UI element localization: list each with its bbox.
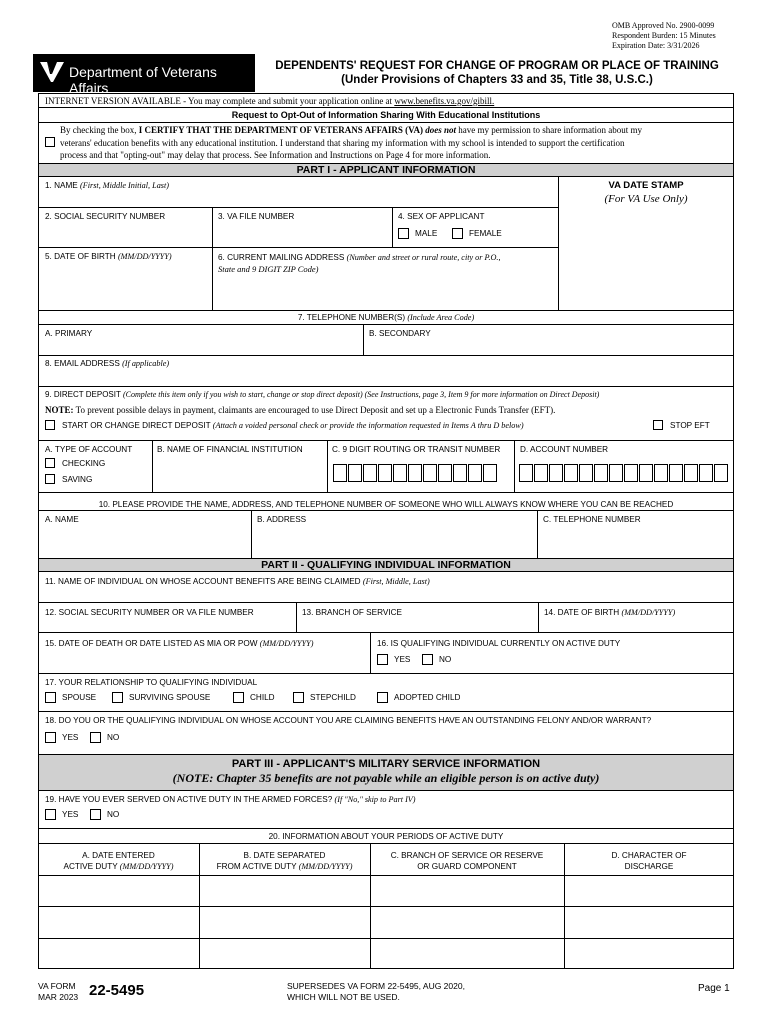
- stepchild-checkbox[interactable]: [293, 692, 304, 703]
- divider: [38, 107, 734, 108]
- divider: [38, 355, 734, 356]
- va-logo-banner: [33, 54, 255, 96]
- no-label: NO: [107, 810, 120, 819]
- digit-box[interactable]: [684, 464, 698, 482]
- felony-no-checkbox[interactable]: [90, 732, 101, 743]
- item16-label: 16. IS QUALIFYING INDIVIDUAL CURRENTLY ON ACTIVE DUTY: [377, 639, 621, 648]
- digit-box[interactable]: [483, 464, 497, 482]
- digit-box[interactable]: [333, 464, 347, 482]
- divider: [38, 176, 734, 177]
- footer-form: VA FORM MAR 2023: [38, 981, 79, 1002]
- active-duty-yes-checkbox[interactable]: [377, 654, 388, 665]
- divider: [327, 440, 328, 492]
- divider: [514, 440, 515, 492]
- divider: [38, 875, 734, 876]
- item10-address-label: B. ADDRESS: [257, 515, 307, 524]
- divider: [199, 843, 200, 969]
- form-title-line2: (Under Provisions of Chapters 33 and 35, Title 38, U.S.C.): [341, 74, 653, 86]
- child-checkbox[interactable]: [233, 692, 244, 703]
- divider: [370, 843, 371, 969]
- felony-yes-checkbox[interactable]: [45, 732, 56, 743]
- item6-label: 6. CURRENT MAILING ADDRESS (Number and street or rural route, city or P.O.,: [218, 253, 501, 262]
- routing-number-label: C. 9 DIGIT ROUTING OR TRANSIT NUMBER: [332, 445, 501, 454]
- divider: [38, 440, 734, 441]
- optout-checkbox[interactable]: [45, 137, 55, 147]
- adopted-child-checkbox[interactable]: [377, 692, 388, 703]
- item5-label: 5. DATE OF BIRTH (MM/DD/YYYY): [45, 252, 172, 261]
- item6-label-cont: State and 9 DIGIT ZIP Code): [218, 264, 319, 274]
- digit-box[interactable]: [549, 464, 563, 482]
- item14-label: 14. DATE OF BIRTH (MM/DD/YYYY): [544, 608, 676, 617]
- page-number: Page 1: [698, 983, 730, 994]
- name-input[interactable]: [40, 190, 556, 206]
- female-checkbox[interactable]: [452, 228, 463, 239]
- digit-box[interactable]: [699, 464, 713, 482]
- digit-box[interactable]: [348, 464, 362, 482]
- stop-eft-label: STOP EFT: [670, 421, 710, 430]
- divider: [38, 247, 558, 248]
- primary-phone-label: A. PRIMARY: [45, 329, 93, 338]
- divider: [296, 602, 297, 632]
- item10-phone-label: C. TELEPHONE NUMBER: [543, 515, 641, 524]
- digit-box[interactable]: [654, 464, 668, 482]
- expiration-date: Expiration Date: 3/31/2026: [612, 41, 700, 50]
- digit-box[interactable]: [408, 464, 422, 482]
- child-label: CHILD: [250, 693, 275, 702]
- frame-left: [38, 93, 39, 969]
- col-c-header: C. BRANCH OF SERVICE OR RESERVE OR GUARD COMPONENT: [390, 851, 544, 871]
- item18-label: 18. DO YOU OR THE QUALIFYING INDIVIDUAL ON WHOSE ACCOUNT YOU ARE CLAIMING BENEFITS HAVE AN OUTSTANDING FELONY AND/OR WARRANT?: [45, 716, 652, 725]
- table-row: [38, 938, 734, 939]
- surviving-spouse-checkbox[interactable]: [112, 692, 123, 703]
- divider: [370, 632, 371, 673]
- item13-label: 13. BRANCH OF SERVICE: [302, 608, 402, 617]
- note-eft: NOTE: To prevent possible delays in payment, claimants are encouraged to use Direct Deposit and set up a Electronic Funds Transfer (EFT).: [45, 405, 556, 415]
- gibill-link[interactable]: www.benefits.va.gov/gibill.: [394, 96, 495, 106]
- va-seal-icon: [39, 60, 65, 84]
- va-use-only: (For VA Use Only): [604, 193, 688, 205]
- internet-text: INTERNET VERSION AVAILABLE - You may complete and submit your application online at: [45, 96, 395, 106]
- stop-eft-checkbox[interactable]: [653, 420, 663, 430]
- digit-box[interactable]: [609, 464, 623, 482]
- stepchild-label: STEPCHILD: [310, 693, 356, 702]
- optout-does-not: does not: [423, 125, 457, 135]
- agency-name: Department of Veterans Affairs: [69, 64, 217, 96]
- saving-checkbox[interactable]: [45, 474, 55, 484]
- internet-notice: [45, 96, 494, 106]
- checking-label: CHECKING: [62, 459, 106, 468]
- col-d-header: D. CHARACTER OF DISCHARGE: [611, 851, 687, 871]
- male-label: MALE: [415, 229, 438, 238]
- female-label: FEMALE: [469, 229, 502, 238]
- item12-label: 12. SOCIAL SECURITY NUMBER OR VA FILE NUMBER: [45, 608, 254, 617]
- financial-institution-label: B. NAME OF FINANCIAL INSTITUTION: [157, 445, 303, 454]
- yes-label: YES: [394, 655, 411, 664]
- frame-bottom: [38, 968, 734, 969]
- item17-label: 17. YOUR RELATIONSHIP TO QUALIFYING INDIVIDUAL: [45, 678, 258, 687]
- divider: [564, 843, 565, 969]
- divider: [538, 602, 539, 632]
- account-number-label: D. ACCOUNT NUMBER: [520, 445, 609, 454]
- divider: [38, 324, 734, 325]
- digit-box[interactable]: [714, 464, 728, 482]
- digit-box[interactable]: [438, 464, 452, 482]
- saving-label: SAVING: [62, 475, 93, 484]
- spouse-checkbox[interactable]: [45, 692, 56, 703]
- digit-box[interactable]: [669, 464, 683, 482]
- divider: [38, 673, 734, 674]
- surviving-spouse-label: SURVIVING SPOUSE: [129, 693, 211, 702]
- footer-supersedes: SUPERSEDES VA FORM 22-5495, AUG 2020, WHICH WILL NOT BE USED.: [287, 981, 465, 1002]
- optout-line2: veterans' education benefits with any educational institution. I understand that sharing my information with my school is intended to support the certification: [60, 138, 625, 148]
- item7-label: 7. TELEPHONE NUMBER(S) (Include Area Code): [297, 313, 475, 322]
- divider: [212, 207, 213, 310]
- optout-line3: process and that "opting-out" may delay that process. See Information and Instructions on Page 4 for more information.: [60, 150, 491, 160]
- item4-label: 4. SEX OF APPLICANT: [398, 212, 485, 221]
- optout-text: By checking the box,: [60, 125, 139, 135]
- digit-box[interactable]: [468, 464, 482, 482]
- divider: [38, 571, 734, 572]
- item15-label: 15. DATE OF DEATH OR DATE LISTED AS MIA OR POW (MM/DD/YYYY): [45, 639, 314, 648]
- digit-box[interactable]: [363, 464, 377, 482]
- active-duty-no-checkbox[interactable]: [422, 654, 433, 665]
- part1-title: PART I - APPLICANT INFORMATION: [296, 164, 476, 176]
- optout-line1: [60, 125, 642, 135]
- frame-right: [733, 93, 734, 969]
- no-label: NO: [439, 655, 452, 664]
- divider: [38, 122, 734, 123]
- digit-box[interactable]: [639, 464, 653, 482]
- item9-label: 9. DIRECT DEPOSIT (Complete this item only if you wish to start, change or stop direct deposit) (See Instructions, page 3, Item 9 for more information on Direct Deposit): [45, 390, 600, 399]
- digit-box[interactable]: [594, 464, 608, 482]
- omb-number: OMB Approved No. 2900-0099: [612, 21, 715, 30]
- start-dd-checkbox[interactable]: [45, 420, 55, 430]
- digit-box[interactable]: [453, 464, 467, 482]
- respondent-burden: Respondent Burden: 15 Minutes: [612, 31, 716, 40]
- form-number: 22-5495: [89, 982, 145, 999]
- divider: [537, 510, 538, 558]
- optout-title: Request to Opt-Out of Information Sharing With Educational Institutions: [231, 110, 541, 120]
- col-a-header: A. DATE ENTERED ACTIVE DUTY (MM/DD/YYYY): [63, 851, 174, 871]
- optout-text: have my permission to share information about my: [456, 125, 642, 135]
- divider: [38, 790, 734, 791]
- yes-label: YES: [62, 733, 79, 742]
- item11-label: 11. NAME OF INDIVIDUAL ON WHOSE ACCOUNT BENEFITS ARE BEING CLAIMED (First, Middle, Last): [45, 577, 430, 586]
- divider: [363, 324, 364, 355]
- col-b-header: B. DATE SEPARATED FROM ACTIVE DUTY (MM/DD/YYYY): [216, 851, 353, 871]
- divider: [38, 386, 734, 387]
- divider: [38, 207, 558, 208]
- digit-box[interactable]: [534, 464, 548, 482]
- part3-title: PART III - APPLICANT'S MILITARY SERVICE INFORMATION: [231, 758, 541, 770]
- no-label: NO: [107, 733, 120, 742]
- divider: [38, 711, 734, 712]
- digit-box[interactable]: [624, 464, 638, 482]
- part3-note: (NOTE: Chapter 35 benefits are not payable while an eligible person is on active duty): [172, 771, 600, 785]
- served-no-checkbox[interactable]: [90, 809, 101, 820]
- form-title-line1: DEPENDENTS' REQUEST FOR CHANGE OF PROGRAM OR PLACE OF TRAINING: [275, 60, 719, 72]
- divider: [38, 632, 734, 633]
- divider: [38, 602, 734, 603]
- item3-label: 3. VA FILE NUMBER: [218, 212, 295, 221]
- item10-label: 10. PLEASE PROVIDE THE NAME, ADDRESS, AND TELEPHONE NUMBER OF SOMEONE WHO WILL ALWAYS KNOW WHERE YOU CAN BE REACHED: [98, 500, 674, 509]
- frame-top: [38, 93, 734, 94]
- start-dd-label: START OR CHANGE DIRECT DEPOSIT (Attach a voided personal check or provide the information requested in Items A thru D below): [62, 421, 524, 430]
- divider: [38, 828, 734, 829]
- divider: [152, 440, 153, 492]
- form-title: [262, 59, 732, 87]
- digit-box[interactable]: [423, 464, 437, 482]
- divider: [38, 510, 734, 511]
- spouse-label: SPOUSE: [62, 693, 97, 702]
- optout-certify: I CERTIFY THAT THE DEPARTMENT OF VETERANS AFFAIRS (VA): [138, 125, 423, 135]
- digit-box[interactable]: [579, 464, 593, 482]
- divider: [251, 510, 252, 558]
- digit-box[interactable]: [378, 464, 392, 482]
- item2-label: 2. SOCIAL SECURITY NUMBER: [45, 212, 166, 221]
- item10-name-label: A. NAME: [45, 515, 79, 524]
- divider: [38, 843, 734, 844]
- digit-box[interactable]: [519, 464, 533, 482]
- divider: [38, 754, 734, 755]
- divider: [392, 207, 393, 247]
- male-checkbox[interactable]: [398, 228, 409, 239]
- table-row: [38, 906, 734, 907]
- digit-box[interactable]: [393, 464, 407, 482]
- part2-title: PART II - QUALIFYING INDIVIDUAL INFORMATION: [261, 559, 511, 571]
- item20-label: 20. INFORMATION ABOUT YOUR PERIODS OF ACTIVE DUTY: [268, 832, 504, 841]
- divider: [38, 310, 734, 311]
- omb-info: [612, 21, 716, 51]
- va-date-stamp-title: VA DATE STAMP: [608, 180, 684, 191]
- yes-label: YES: [62, 810, 79, 819]
- account-type-label: A. TYPE OF ACCOUNT: [45, 445, 133, 454]
- item19-label: 19. HAVE YOU EVER SERVED ON ACTIVE DUTY IN THE ARMED FORCES? (If "No," skip to Part IV): [45, 795, 416, 804]
- divider: [38, 492, 734, 493]
- checking-checkbox[interactable]: [45, 458, 55, 468]
- secondary-phone-label: B. SECONDARY: [369, 329, 431, 338]
- item8-label: 8. EMAIL ADDRESS (If applicable): [45, 359, 170, 368]
- digit-box[interactable]: [564, 464, 578, 482]
- adopted-child-label: ADOPTED CHILD: [394, 693, 461, 702]
- served-yes-checkbox[interactable]: [45, 809, 56, 820]
- item1-label: 1. NAME (First, Middle Initial, Last): [45, 181, 169, 190]
